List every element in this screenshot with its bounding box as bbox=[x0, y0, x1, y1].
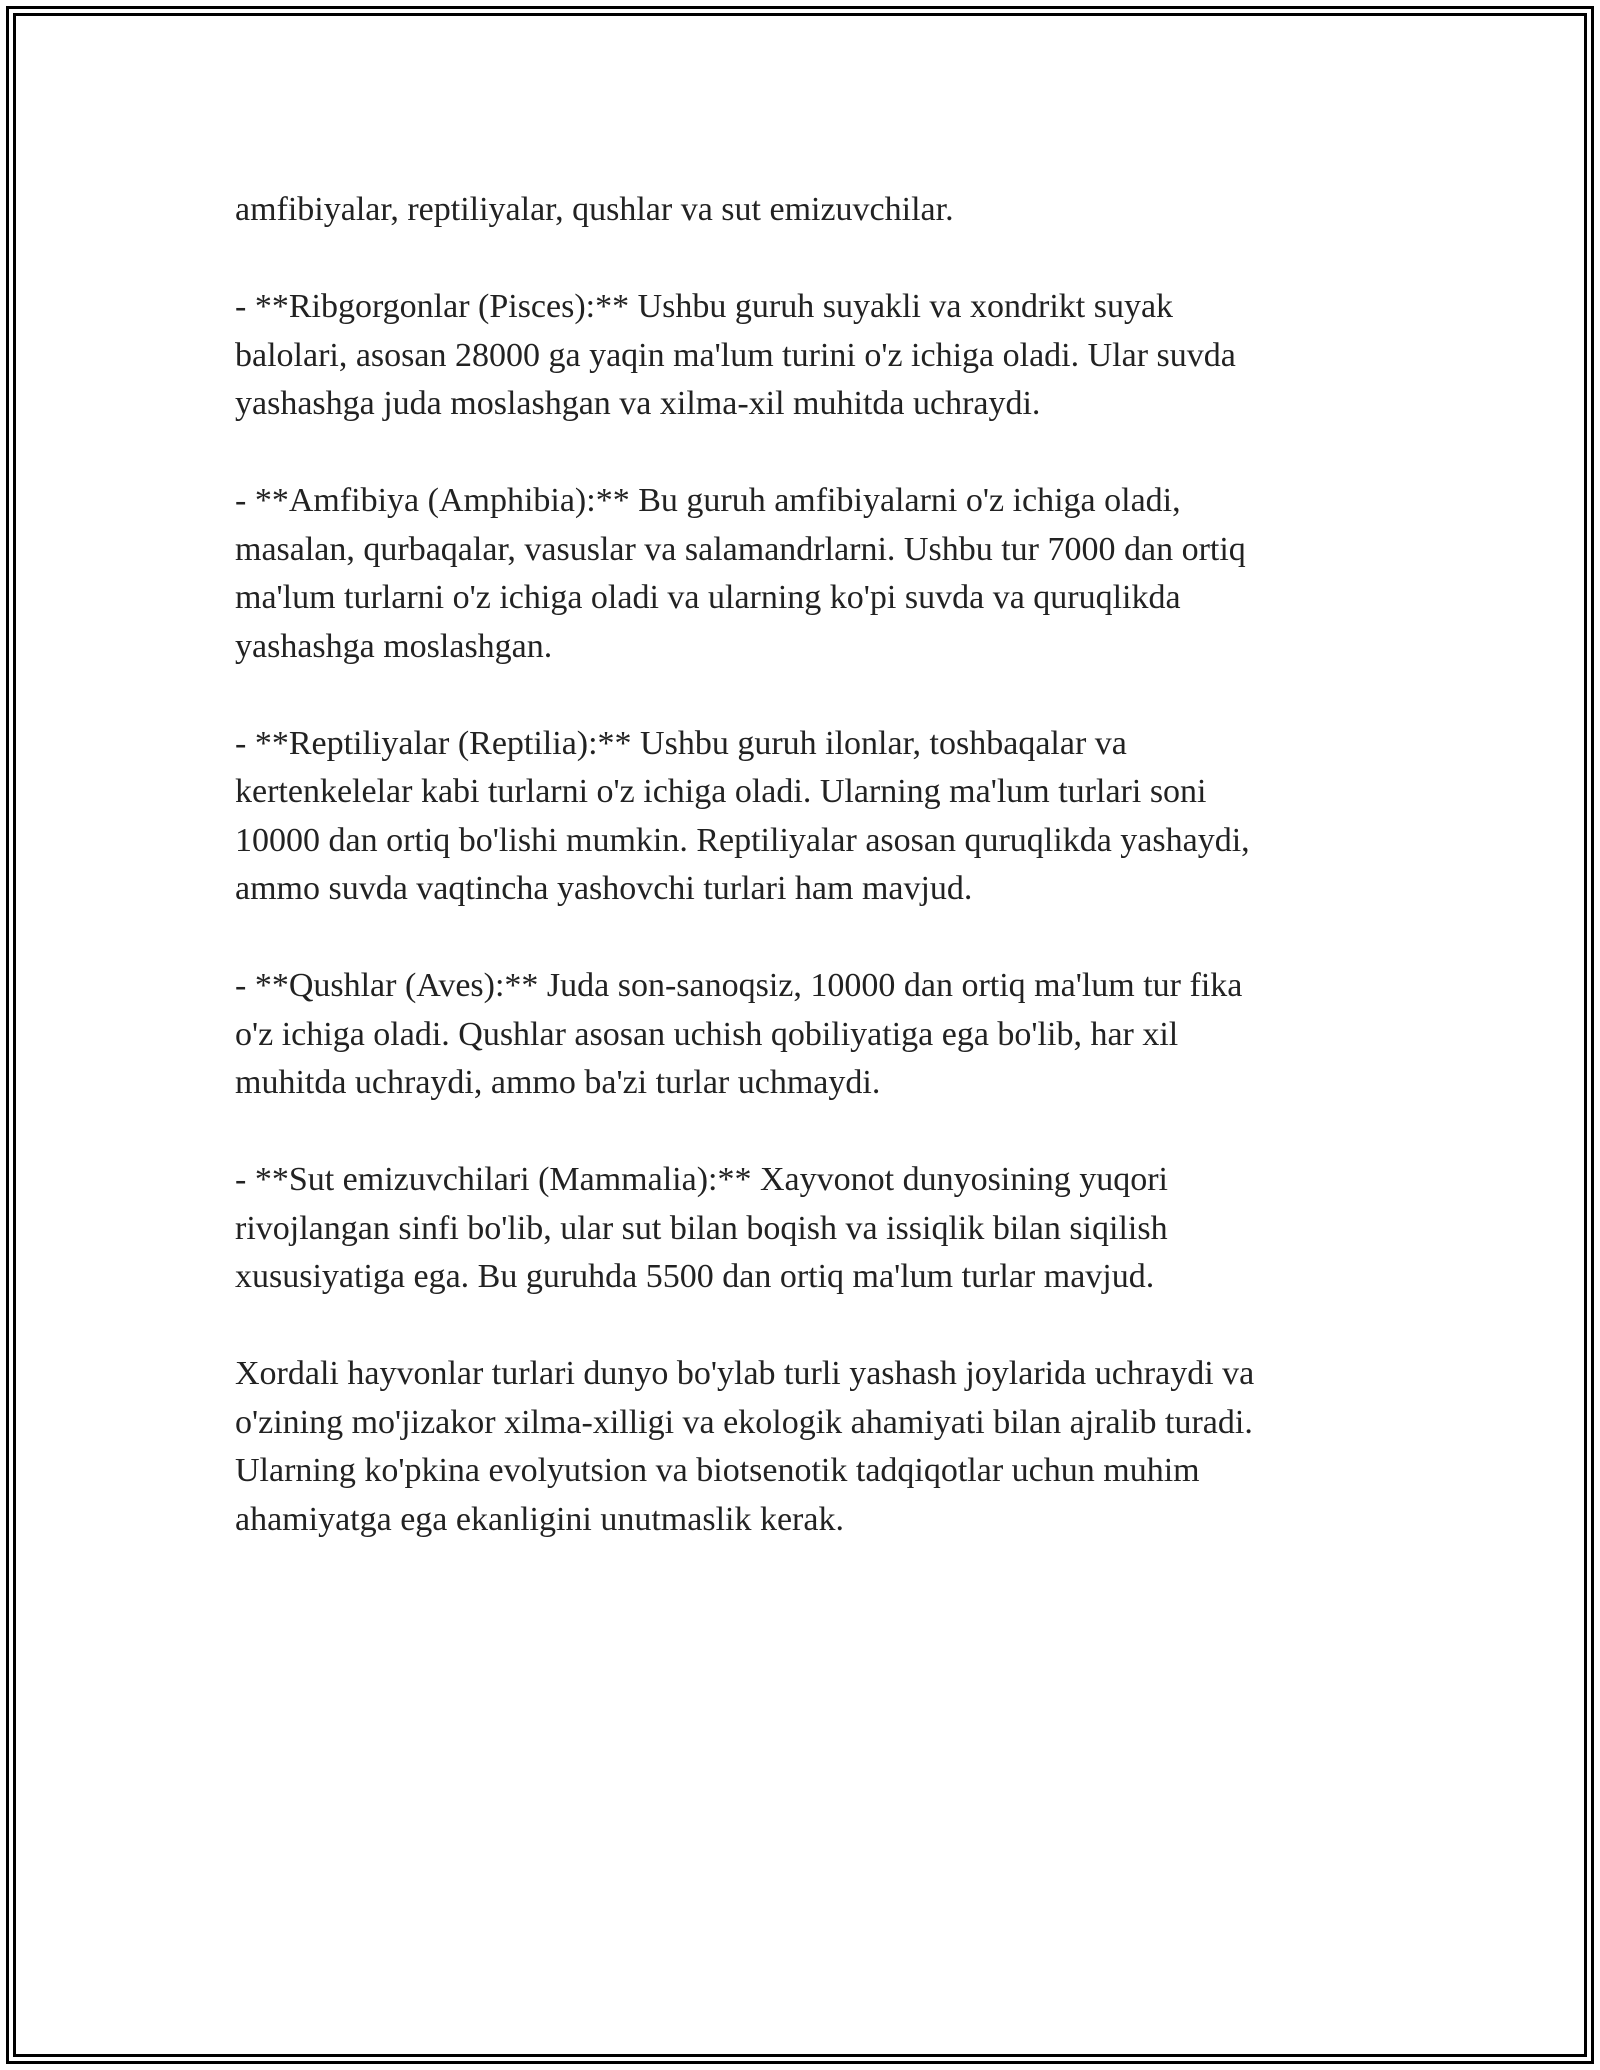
text-line: kertenkelelar kabi turlarni o'z ichiga oladi. Ularning ma'lum turlari soni bbox=[235, 773, 1207, 810]
text-line: muhitda uchraydi, ammo ba'zi turlar uchmaydi. bbox=[235, 1064, 881, 1101]
text-line: - **Amfibiya (Amphibia):** Bu guruh amfibiyalarni o'z ichiga oladi, bbox=[235, 482, 1181, 519]
text-line: - **Ribgorgonlar (Pisces):** Ushbu guruh suyakli va xondrikt suyak bbox=[235, 288, 1174, 325]
text-line: amfibiyalar, reptiliyalar, qushlar va sut emizuvchilar. bbox=[235, 191, 954, 228]
text-line: Ularning ko'pkina evolyutsion va biotsenotik tadqiqotlar uchun muhim bbox=[235, 1452, 1200, 1489]
document-body bbox=[235, 186, 1365, 1593]
paragraph-aves bbox=[235, 962, 1365, 1108]
text-line: Xordali hayvonlar turlari dunyo bo'ylab turli yashash joylarida uchraydi va bbox=[235, 1355, 1255, 1392]
paragraph-intro bbox=[235, 186, 1365, 235]
text-line: 10000 dan ortiq bo'lishi mumkin. Reptiliyalar asosan quruqlikda yashaydi, bbox=[235, 821, 1250, 859]
paragraph-conclusion bbox=[235, 1350, 1365, 1544]
paragraph-mammalia bbox=[235, 1156, 1365, 1302]
text-line: xususiyatiga ega. Bu guruhda 5500 dan ortiq ma'lum turlar mavjud. bbox=[235, 1258, 1155, 1295]
text-line: rivojlangan sinfi bo'lib, ular sut bilan boqish va issiqlik bilan siqilish bbox=[235, 1209, 1168, 1247]
paragraph-amphibia bbox=[235, 477, 1365, 671]
text-line: - **Sut emizuvchilari (Mammalia):** Xayvonot dunyosining yuqori bbox=[235, 1161, 1168, 1198]
text-line: o'z ichiga oladi. Qushlar asosan uchish qobiliyatiga ega bo'lib, har xil bbox=[235, 1015, 1179, 1053]
text-line: balolari, asosan 28000 ga yaqin ma'lum turini o'z ichiga oladi. Ular suvda bbox=[235, 336, 1236, 374]
text-line: yashashga moslashgan. bbox=[235, 627, 553, 665]
text-line: ma'lum turlarni o'z ichiga oladi va ularning ko'pi suvda va quruqlikda bbox=[235, 579, 1181, 616]
paragraph-reptilia bbox=[235, 720, 1365, 914]
text-line: - **Qushlar (Aves):** Juda son-sanoqsiz, 10000 dan ortiq ma'lum tur fika bbox=[235, 967, 1243, 1004]
text-line: ammo suvda vaqtincha yashovchi turlari ham mavjud. bbox=[235, 870, 973, 907]
text-line: o'zining mo'jizakor xilma-xilligi va ekologik ahamiyati bilan ajralib turadi. bbox=[235, 1403, 1253, 1441]
text-line: - **Reptiliyalar (Reptilia):** Ushbu guruh ilonlar, toshbaqalar va bbox=[235, 724, 1127, 762]
text-line: masalan, qurbaqalar, vasuslar va salamandrlarni. Ushbu tur 7000 dan ortiq bbox=[235, 530, 1246, 568]
text-line: yashashga juda moslashgan va xilma-xil muhitda uchraydi. bbox=[235, 385, 1041, 422]
text-line: ahamiyatga ega ekanligini unutmaslik kerak. bbox=[235, 1500, 844, 1538]
paragraph-pisces bbox=[235, 283, 1365, 429]
